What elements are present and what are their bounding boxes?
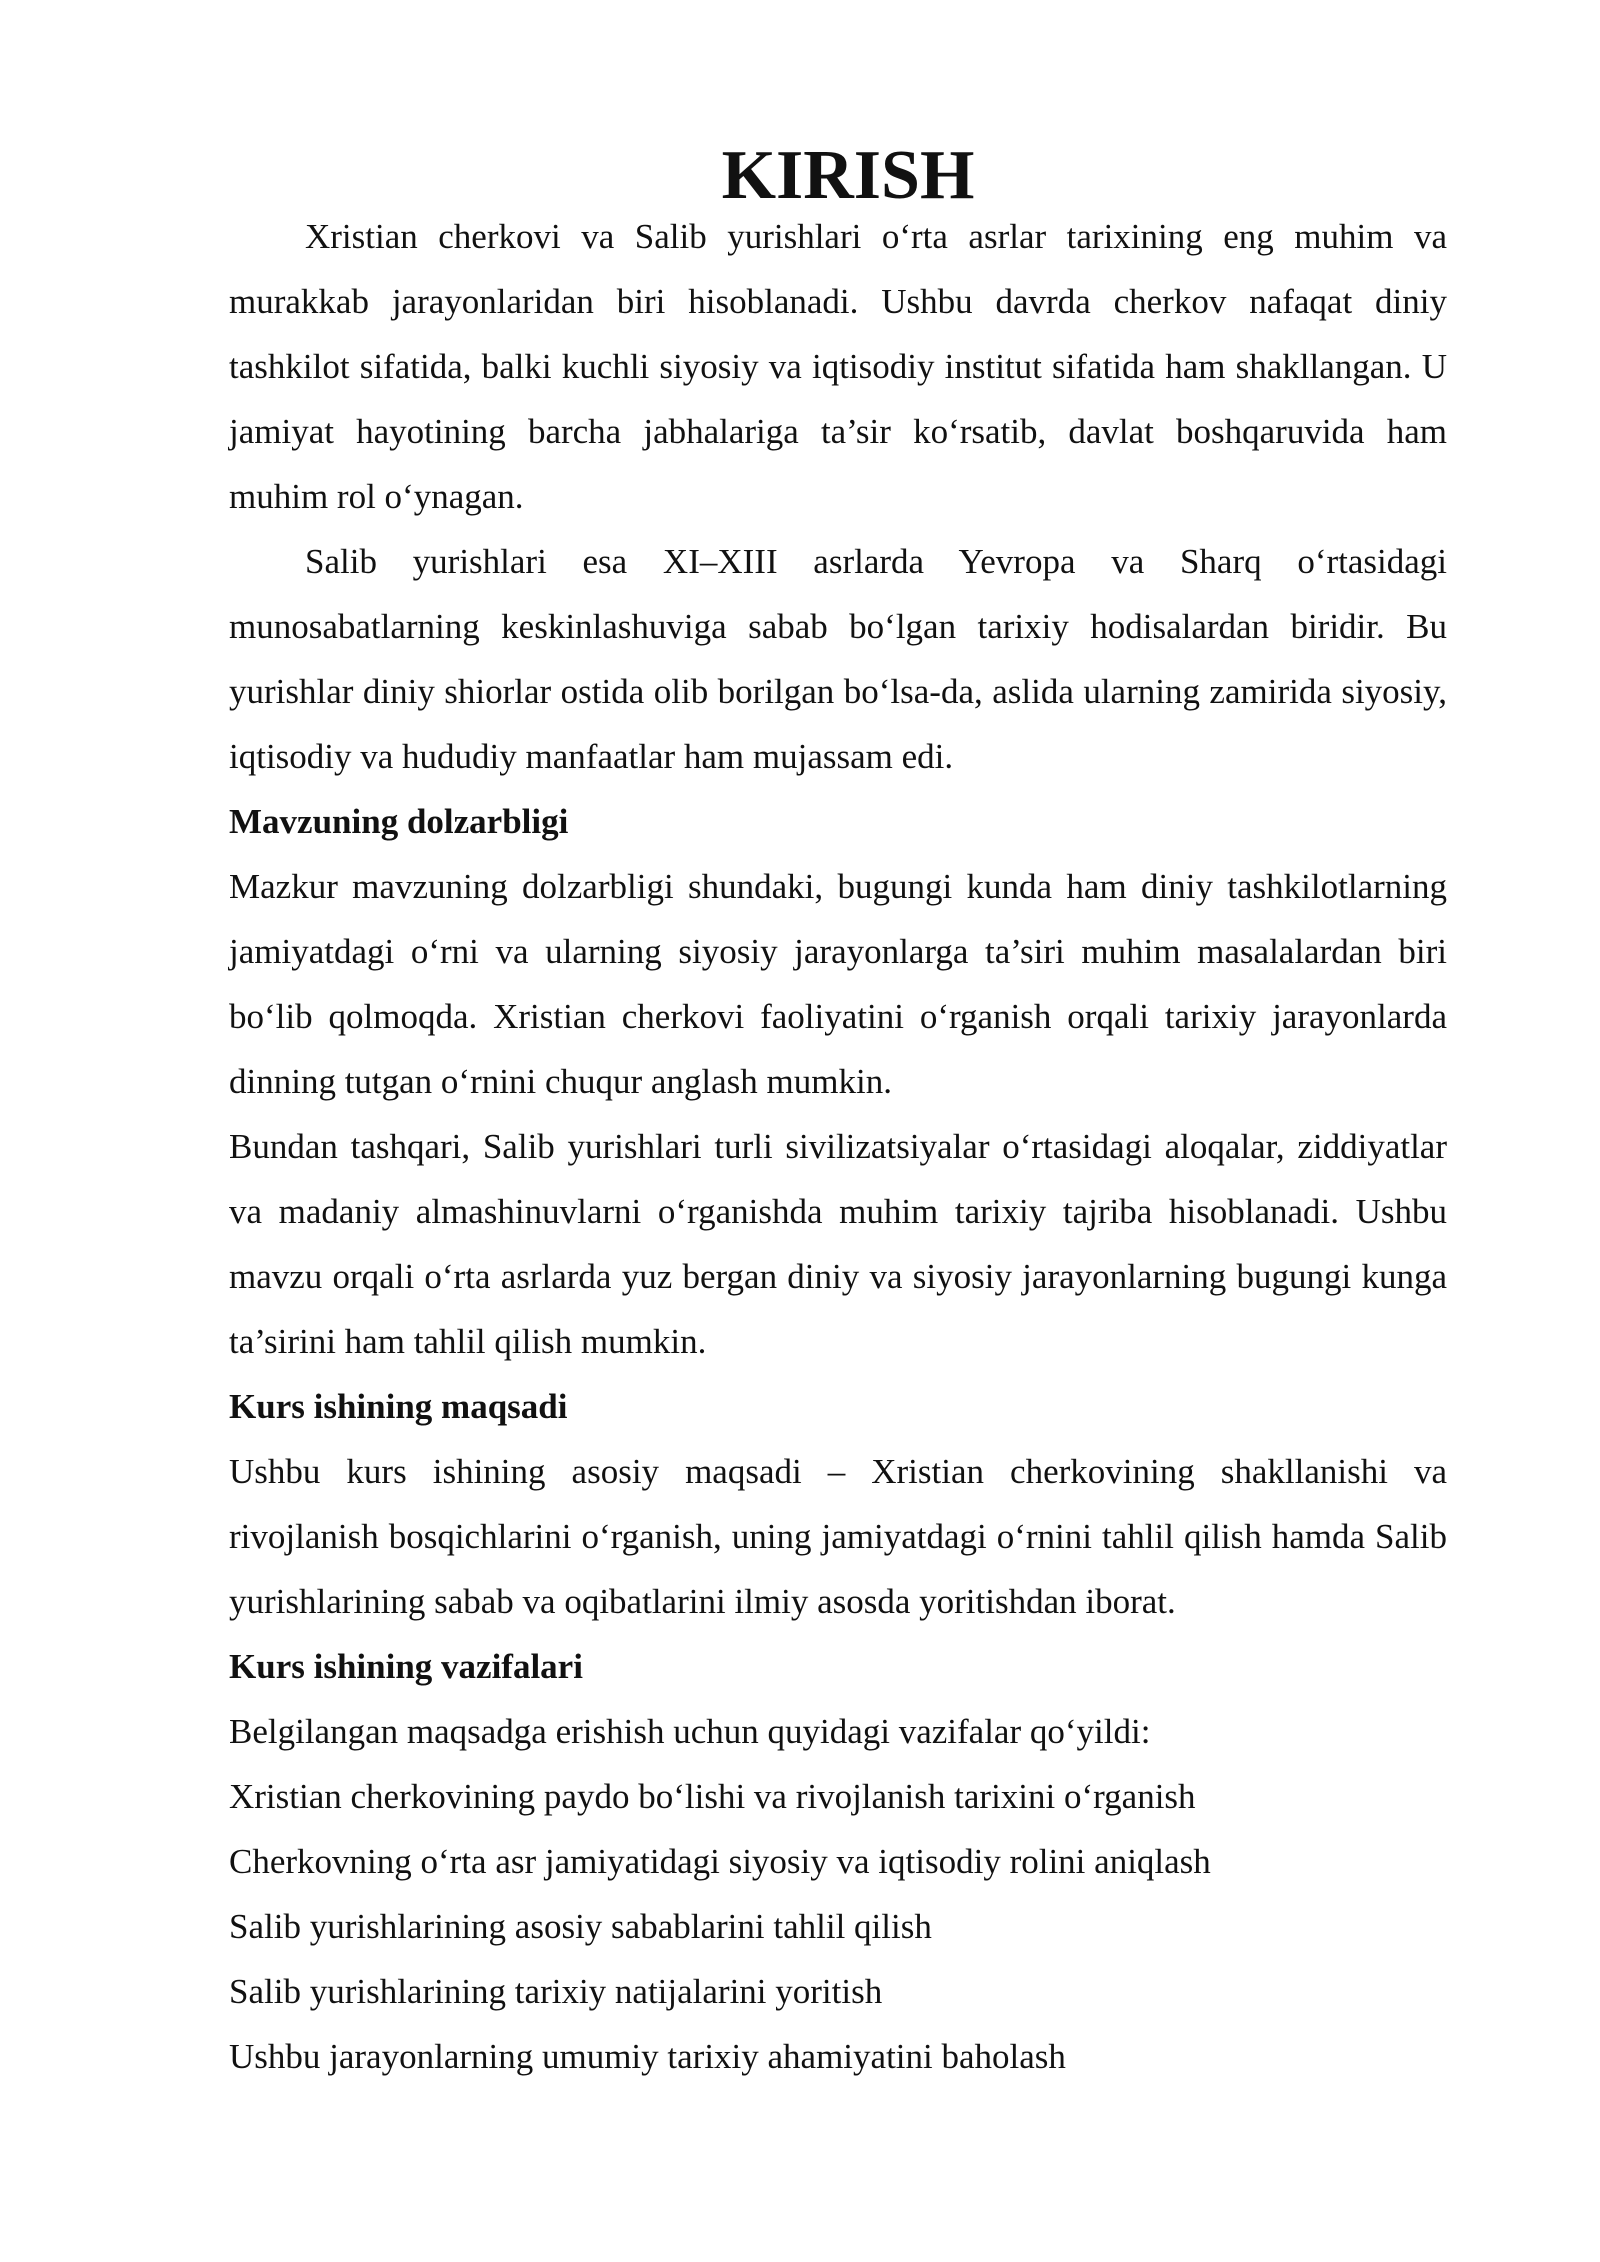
relevance-paragraph: Bundan tashqari, Salib yurishlari turli sivilizatsiyalar oʻrtasidagi aloqalar, ziddiyatlar va madaniy almashinuvlarni oʻrganishda muhim tarixiy tajriba hisoblanadi. Ushbu mavzu orqali oʻrta asrlarda yuz bergan diniy va siyosiy jarayonlarning bugungi kunga ta’sirini ham tahlil qilish mumkin. (229, 1127, 1447, 1361)
intro-paragraph: Xristian cherkovi va Salib yurishlari oʻrta asrlar tarixining eng muhim va murakkab jarayonlaridan biri hisoblanadi. Ushbu davrda cherkov nafaqat diniy tashkilot sifatida, balki kuchli siyosiy va iqtisodiy institut sifatida ham shakllangan. U jamiyat hayotining barcha jabhalariga ta’sir koʻrsatib, davlat boshqaruvida ham muhim rol oʻynagan. (229, 217, 1447, 516)
task-item: Salib yurishlarining asosiy sabablarini tahlil qilish (229, 1907, 932, 1946)
intro-paragraph: Salib yurishlari esa XI–XIII asrlarda Yevropa va Sharq oʻrtasidagi munosabatlarning keskinlashuviga sabab boʻlgan tarixiy hodisalardan biridir. Bu yurishlar diniy shiorlar ostida olib borilgan boʻlsa-da, aslida ularning zamirida siyosiy, iqtisodiy va hududiy manfaatlar ham mujassam edi. (229, 542, 1447, 776)
relevance-paragraph: Mazkur mavzuning dolzarbligi shundaki, bugungi kunda ham diniy tashkilotlarning jamiyatdagi oʻrni va ularning siyosiy jarayonlarga ta’siri muhim masalalardan biri boʻlib qolmoqda. Xristian cherkovi faoliyatini oʻrganish orqali tarixiy jarayonlarda dinning tutgan oʻrnini chuqur anglash mumkin. (229, 867, 1447, 1101)
tasks-intro: Belgilangan maqsadga erishish uchun quyidagi vazifalar qoʻyildi: (229, 1712, 1151, 1751)
section-heading-relevance: Mavzuning dolzarbligi (229, 802, 569, 841)
section-heading-tasks: Kurs ishining vazifalari (229, 1647, 583, 1686)
task-item: Xristian cherkovining paydo boʻlishi va rivojlanish tarixini oʻrganish (229, 1777, 1196, 1816)
task-item: Salib yurishlarining tarixiy natijalarini yoritish (229, 1972, 883, 2011)
task-item: Cherkovning oʻrta asr jamiyatidagi siyosiy va iqtisodiy rolini aniqlash (229, 1842, 1211, 1881)
page-title: KIRISH (721, 137, 975, 214)
task-item: Ushbu jarayonlarning umumiy tarixiy ahamiyatini baholash (229, 2037, 1066, 2076)
goal-paragraph: Ushbu kurs ishining asosiy maqsadi – Xristian cherkovining shakllanishi va rivojlanish bosqichlarini oʻrganish, uning jamiyatdagi oʻrnini tahlil qilish hamda Salib yurishlarining sabab va oqibatlarini ilmiy asosda yoritishdan iborat. (229, 1452, 1447, 1621)
document-body (229, 137, 1447, 2089)
section-heading-goal: Kurs ishining maqsadi (229, 1387, 568, 1426)
